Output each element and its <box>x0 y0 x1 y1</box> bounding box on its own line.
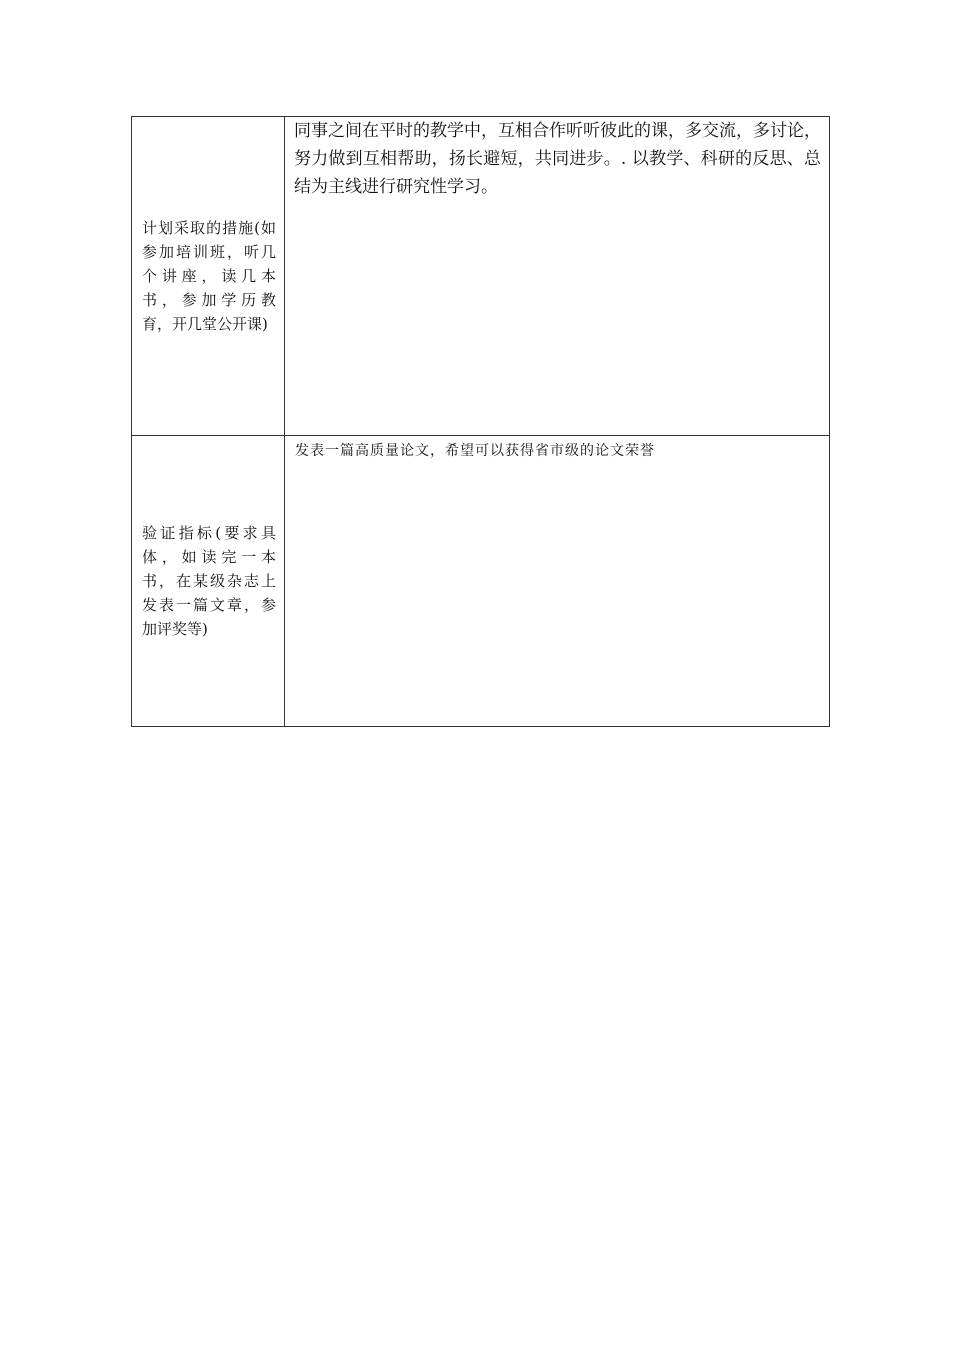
indicators-content-cell <box>285 436 830 727</box>
plan-table <box>131 116 830 727</box>
indicators-content: 发表一篇高质量论文，希望可以获得省市级的论文荣誉 <box>295 443 655 459</box>
measures-label-cell <box>132 117 285 436</box>
measures-label: 计划采取的措施(如参加培训班，听几个讲座，读几本书，参加学历教育，开几堂公开课) <box>142 219 276 333</box>
table-row-indicators <box>132 436 830 727</box>
indicators-label: 验证指标(要求具体，如读完一本书，在某级杂志上发表一篇文章，参加评奖等) <box>142 524 276 638</box>
table-row-measures <box>132 117 830 436</box>
measures-content-cell <box>285 117 830 436</box>
indicators-label-cell <box>132 436 285 727</box>
measures-content: 同事之间在平时的教学中，互相合作听听彼此的课，多交流，多讨论，努力做到互相帮助，扬长避短，共同进步。. 以教学、科研的反思、总结为主线进行研究性学习。 <box>294 121 821 197</box>
